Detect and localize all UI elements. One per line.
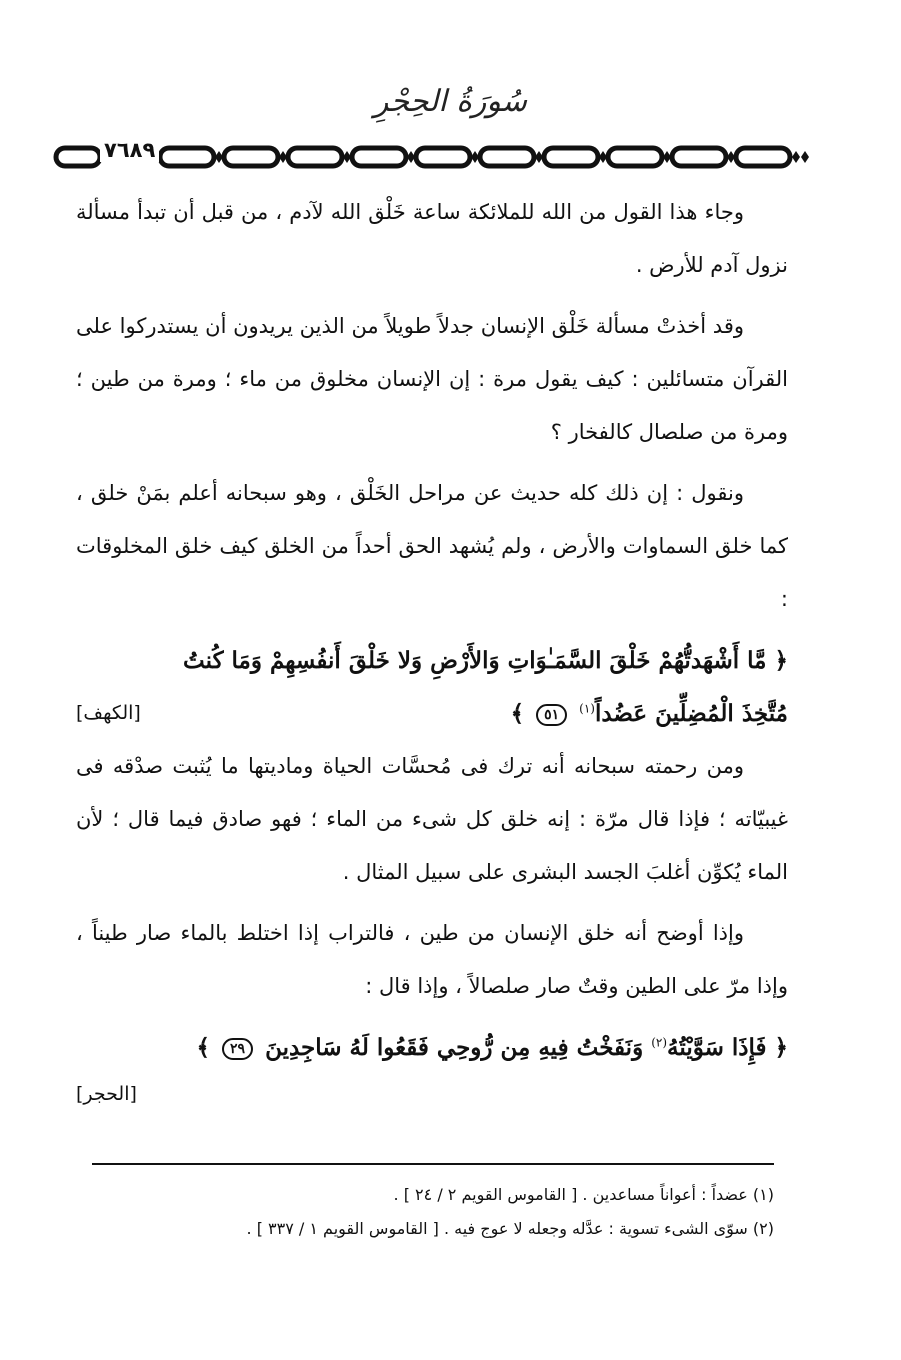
footnote-1: (١) عضداً : أعواناً مساعدين . [ القاموس القويم ٢ / ٢٤ ] .	[393, 1185, 774, 1204]
paragraph-2: وقد أخذتْ مسألة خَلْق الإنسان جدلاً طويلاً من الذين يريدون أن يستدركوا على القرآن متسائلين : كيف يقول مرة : إن الإنسان مخلوق من ماء ؛ ومرة من طين ؛ ومرة من صلصال كالفخار ؟	[76, 314, 788, 444]
quran-verse-kahf	[76, 634, 788, 740]
verse-kahf-line-1: ﴿ مَّا أَشْهَدتُّهُمْ خَلْقَ السَّمَـٰوَاتِ وَالأَرْضِ وَلا خَلْقَ أَنفُسِهِمْ وَمَا كُنتُ	[183, 647, 788, 674]
verse-close-bracket: ﴾	[196, 1034, 210, 1061]
verse-hijr-part-1: ﴿ فَإِذَا سَوَّيْتُهُ	[667, 1034, 788, 1061]
paragraph-4: ومن رحمته سبحانه أنه ترك فى مُحسَّات الحياة وماديتها ما يُثبت صدْقه فى غيبيّاته ؛ فإذا قال مرّة : إنه خلق كل شىء من الماء ؛ فهو صادق فيما قال ؛ لأن الماء يُكوِّن أغلبَ الجسد البشرى على سبيل المثال .	[76, 754, 788, 884]
page-number: ٧٦٨٩	[100, 138, 159, 162]
surah-reference-hijr: [الحجر]	[76, 1083, 137, 1105]
verse-kahf-text: مُتَّخِذَ الْمُضِلِّينَ عَضُداً	[594, 700, 788, 727]
paragraph-1: وجاء هذا القول من الله للملائكة ساعة خَلْق الله لآدم ، من قبل أن تبدأ مسألة نزول آدم للأرض .	[76, 200, 788, 277]
footnote-ref-1: (١)	[579, 701, 595, 716]
footnote-ref-2: (٢)	[651, 1035, 668, 1050]
footnote-divider	[92, 1163, 774, 1165]
quran-verse-hijr	[76, 1021, 788, 1074]
header-ornament-border	[52, 140, 812, 174]
ayah-number-badge: ٢٩	[222, 1038, 253, 1060]
body-text	[76, 186, 788, 1118]
ayah-number-badge: ٥١	[536, 704, 567, 726]
paragraph-3: ونقول : إن ذلك كله حديث عن مراحل الخَلْق ، وهو سبحانه أعلم بمَنْ خلق ، كما خلق السماوات والأرض ، ولم يُشهد الحق أحداً من الخلق كيف خلق المخلوقات :	[76, 481, 788, 611]
verse-kahf-line-2	[76, 687, 788, 740]
verse-hijr-part-2: وَنَفَخْتُ فِيهِ مِن رُّوحِي فَقَعُوا لَهُ سَاجِدِينَ	[265, 1034, 644, 1061]
verse-close-bracket: ﴾	[510, 700, 525, 727]
paragraph-5: وإذا أوضح أنه خلق الإنسان من طين ، فالتراب إذا اختلط بالماء صار طيناً ، وإذا مرّ على الطين وقتٌ صار صلصالاً ، وإذا قال :	[76, 921, 788, 998]
surah-title: سُورَةُ الحِجْرِ	[373, 84, 528, 119]
footnotes	[92, 1178, 774, 1246]
footnote-2: (٢) سوّى الشىء تسوية : عدَّله وجعله لا عوج فيه . [ القاموس القويم ١ / ٣٣٧ ] .	[246, 1219, 774, 1238]
surah-reference-kahf: [الكهف]	[76, 702, 141, 724]
